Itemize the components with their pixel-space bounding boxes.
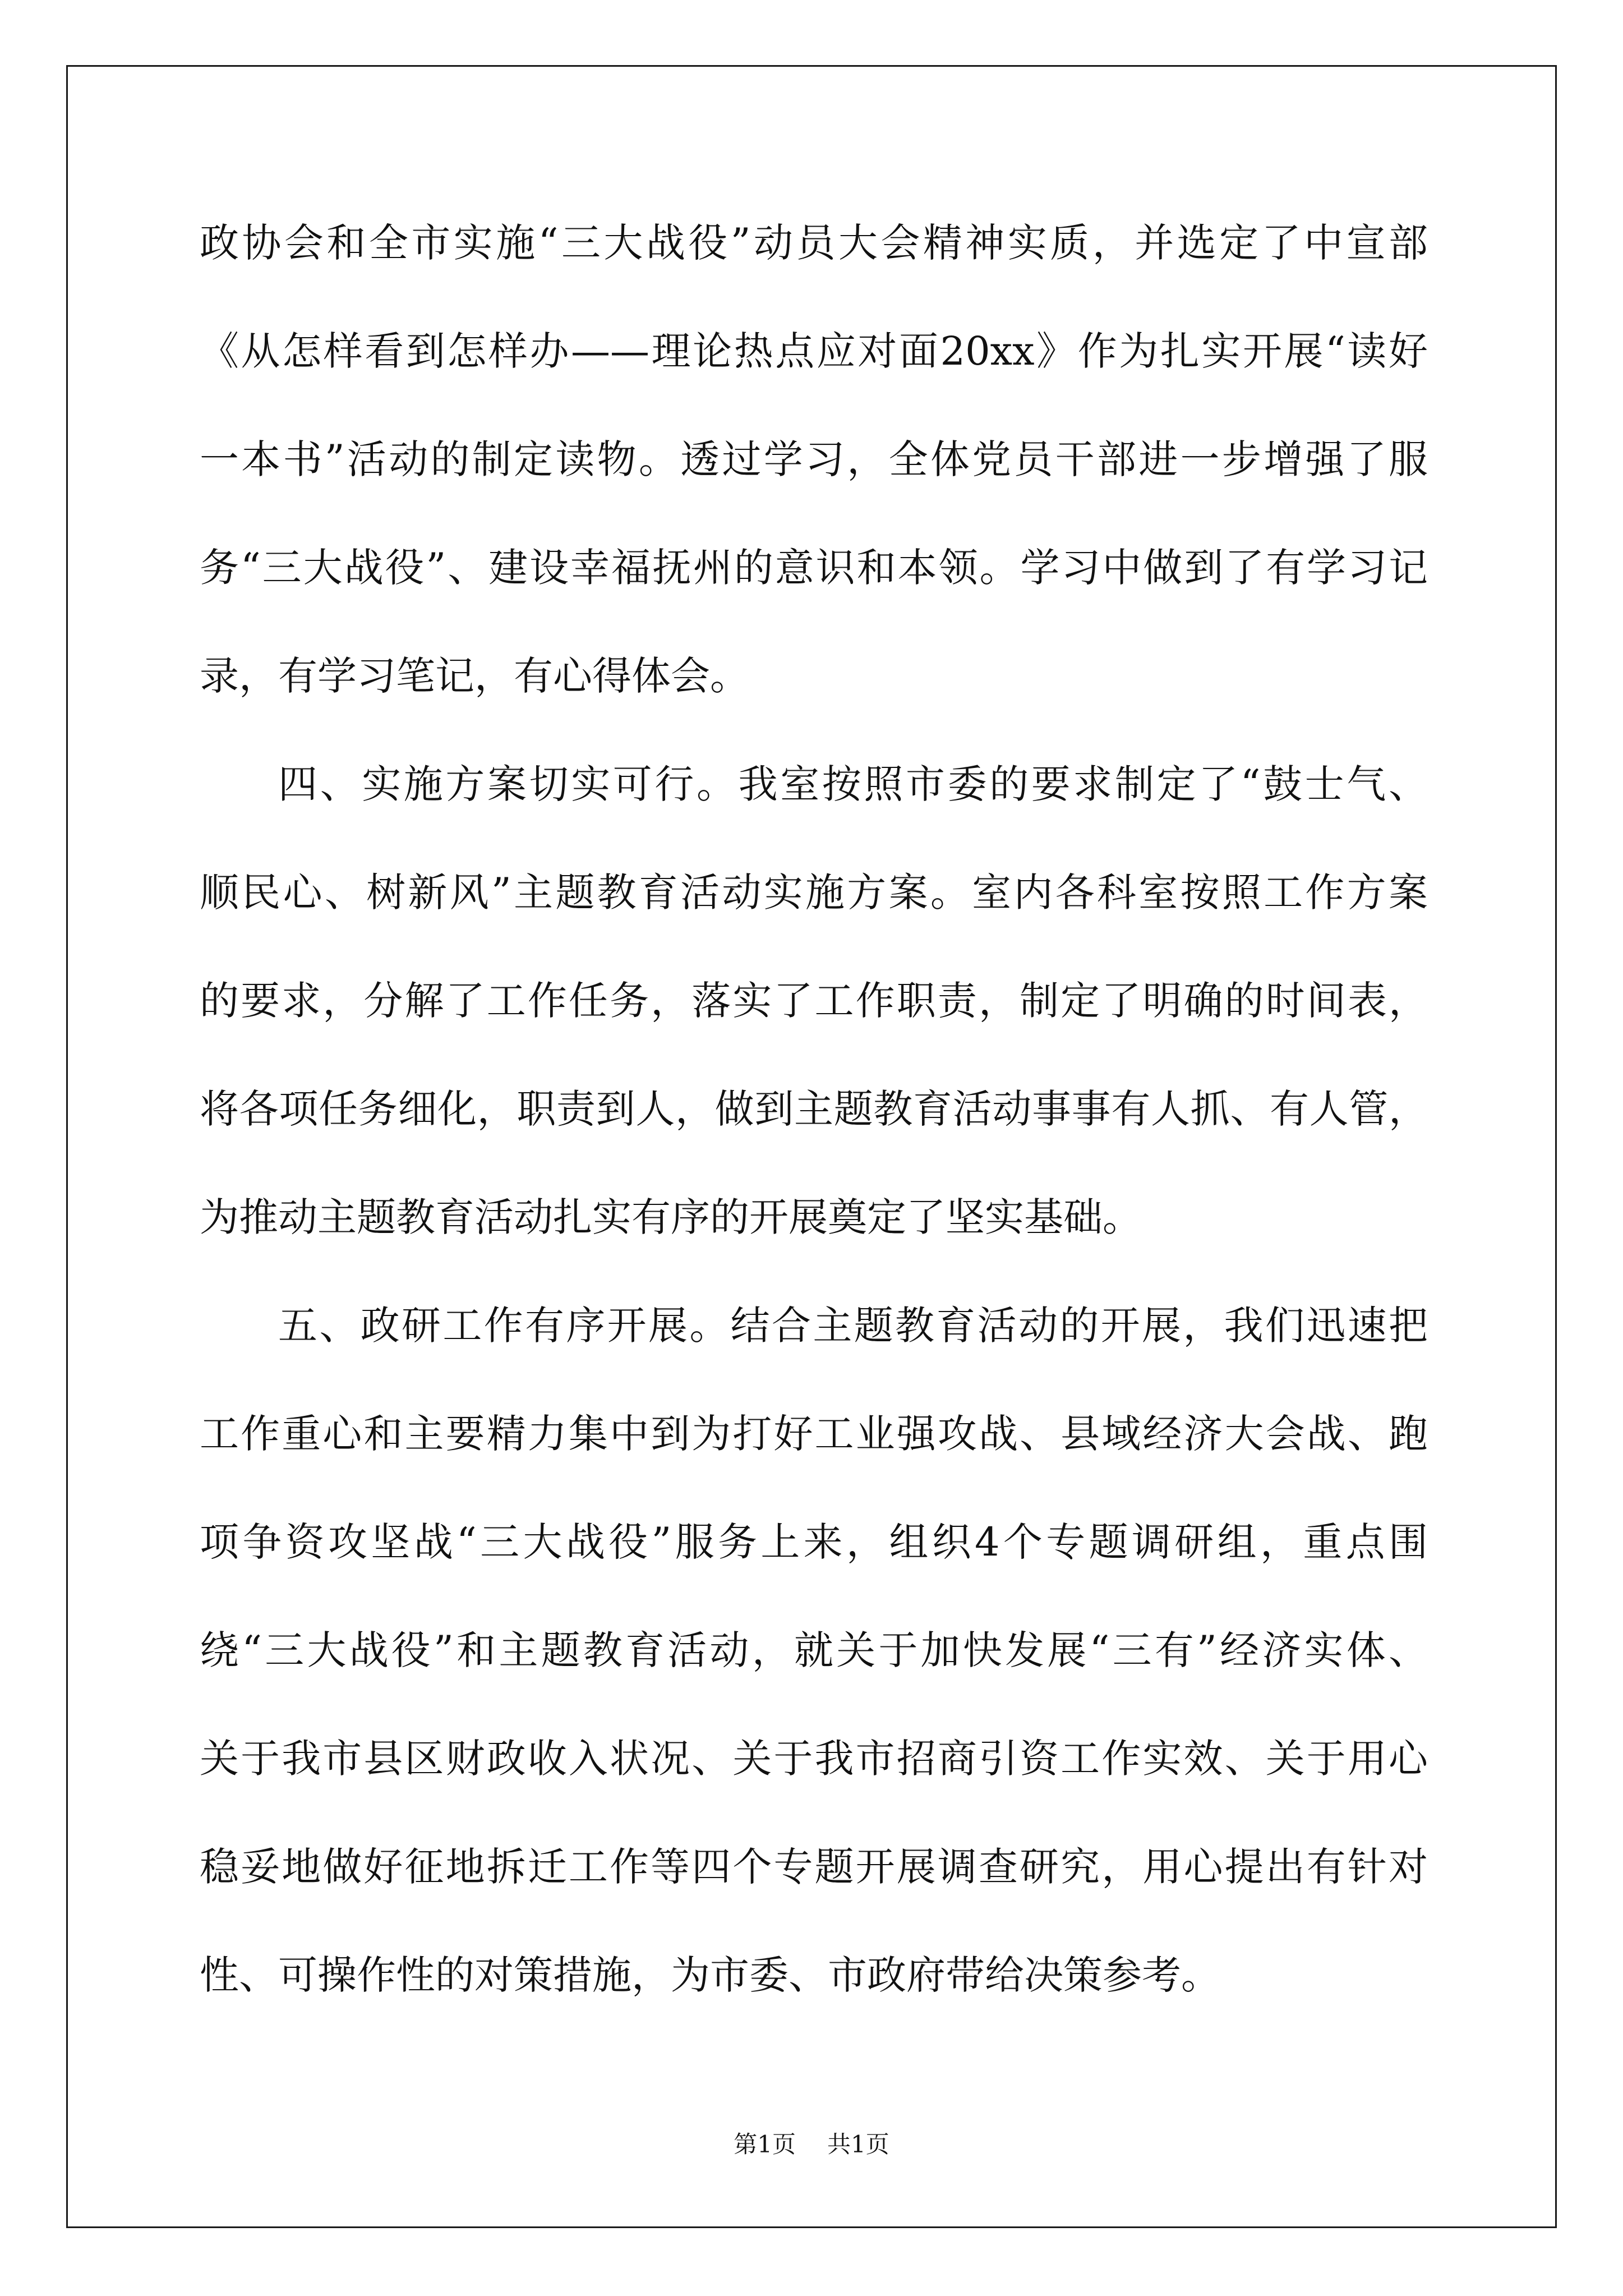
text-line: 稳妥地做好征地拆迁工作等四个专题开展调查研究，用心提出有针对 bbox=[200, 1844, 1428, 1890]
page-footer bbox=[0, 2126, 1623, 2160]
text-line: 性、可操作性的对策措施，为市委、市政府带给决策参考。 bbox=[200, 1952, 1220, 1998]
text-line: 绕“三大战役”和主题教育活动，就关于加快发展“三有”经济实体、 bbox=[200, 1627, 1428, 1673]
text-line: 务“三大战役”、建设幸福抚州的意识和本领。学习中做到了有学习记 bbox=[200, 545, 1428, 591]
text-line: 录，有学习笔记，有心得体会。 bbox=[200, 653, 749, 699]
text-line: 顺民心、树新风”主题教育活动实施方案。室内各科室按照工作方案 bbox=[200, 869, 1428, 915]
page-number-current: 第1页 bbox=[734, 2131, 796, 2158]
text-line: 将各项任务细化，职责到人，做到主题教育活动事事有人抓、有人管， bbox=[200, 1086, 1428, 1132]
text-line: 政协会和全市实施“三大战役”动员大会精神实质，并选定了中宣部 bbox=[200, 220, 1428, 266]
document-body bbox=[200, 215, 1428, 2055]
text-line: 的要求，分解了工作任务，落实了工作职责，制定了明确的时间表， bbox=[200, 978, 1428, 1024]
text-line: 工作重心和主要精力集中到为打好工业强攻战、县域经济大会战、跑 bbox=[200, 1411, 1428, 1457]
text-line: 五、政研工作有序开展。结合主题教育活动的开展，我们迅速把 bbox=[278, 1303, 1428, 1349]
text-line: 项争资攻坚战“三大战役”服务上来，组织4个专题调研组，重点围 bbox=[200, 1519, 1428, 1565]
text-line: 为推动主题教育活动扎实有序的开展奠定了坚实基础。 bbox=[200, 1194, 1142, 1240]
text-line: 《从怎样看到怎样办——理论热点应对面20xx》作为扎实开展“读好 bbox=[200, 328, 1428, 374]
text-line: 关于我市县区财政收入状况、关于我市招商引资工作实效、关于用心 bbox=[200, 1736, 1428, 1782]
text-line: 一本书”活动的制定读物。透过学习，全体党员干部进一步增强了服 bbox=[200, 436, 1428, 482]
text-line: 四、实施方案切实可行。我室按照市委的要求制定了“鼓士气、 bbox=[278, 761, 1428, 807]
page-count-total: 共1页 bbox=[827, 2131, 889, 2158]
